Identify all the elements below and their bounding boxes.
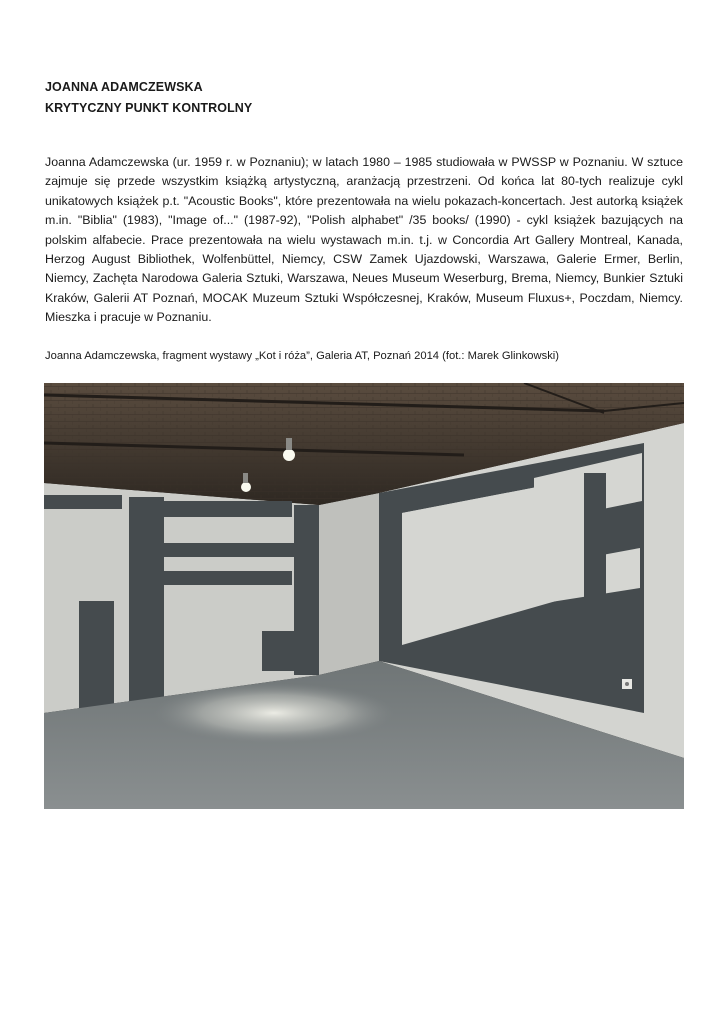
title-heading: KRYTYCZNY PUNKT KONTROLNY [45, 101, 253, 115]
photo-caption: Joanna Adamczewska, fragment wystawy „Kot i róża”, Galeria AT, Poznań 2014 (fot.: Marek Glinkowski) [45, 350, 560, 362]
author-heading: JOANNA ADAMCZEWSKA [45, 80, 203, 94]
exhibition-photo [44, 383, 684, 809]
artist-biography: Joanna Adamczewska (ur. 1959 r. w Poznaniu); w latach 1980 – 1985 studiowała w PWSSP w Poznaniu. W sztuce zajmuje się przede wszystkim książką artystyczną, aranżacją przestrzeni. Od końca lat 80-tych realizuje cykl unikatowych książek p.t. "Acoustic Books", które prezentowała na wielu pokazach-koncertach. Jest autorką książek m.in. "Biblia" (1983), "Image of..." (1987-92), "Polish alphabet" /35 books/ (1990) - cykl książek bazujących na polskim alfabecie. Prace prezentowała na wielu wystawach m.in. t.j. w Concordia Art Gallery Montreal, Kanada, Herzog August Bibliothek, Wolfenbüttel, Niemcy, CSW Zamek Ujazdowski, Warszawa, Galerie Ermer, Berlin, Niemcy, Zachęta Narodowa Galeria Sztuki, Warszawa, Neues Museum Weserburg, Brema, Niemcy, Bunkier Sztuki Kraków, Galerii AT Poznań, MOCAK Muzeum Sztuki Współczesnej, Kraków, Museum Fluxus+, Poczdam, Niemcy. Mieszka i pracuje w Poznaniu. [45, 155, 683, 325]
